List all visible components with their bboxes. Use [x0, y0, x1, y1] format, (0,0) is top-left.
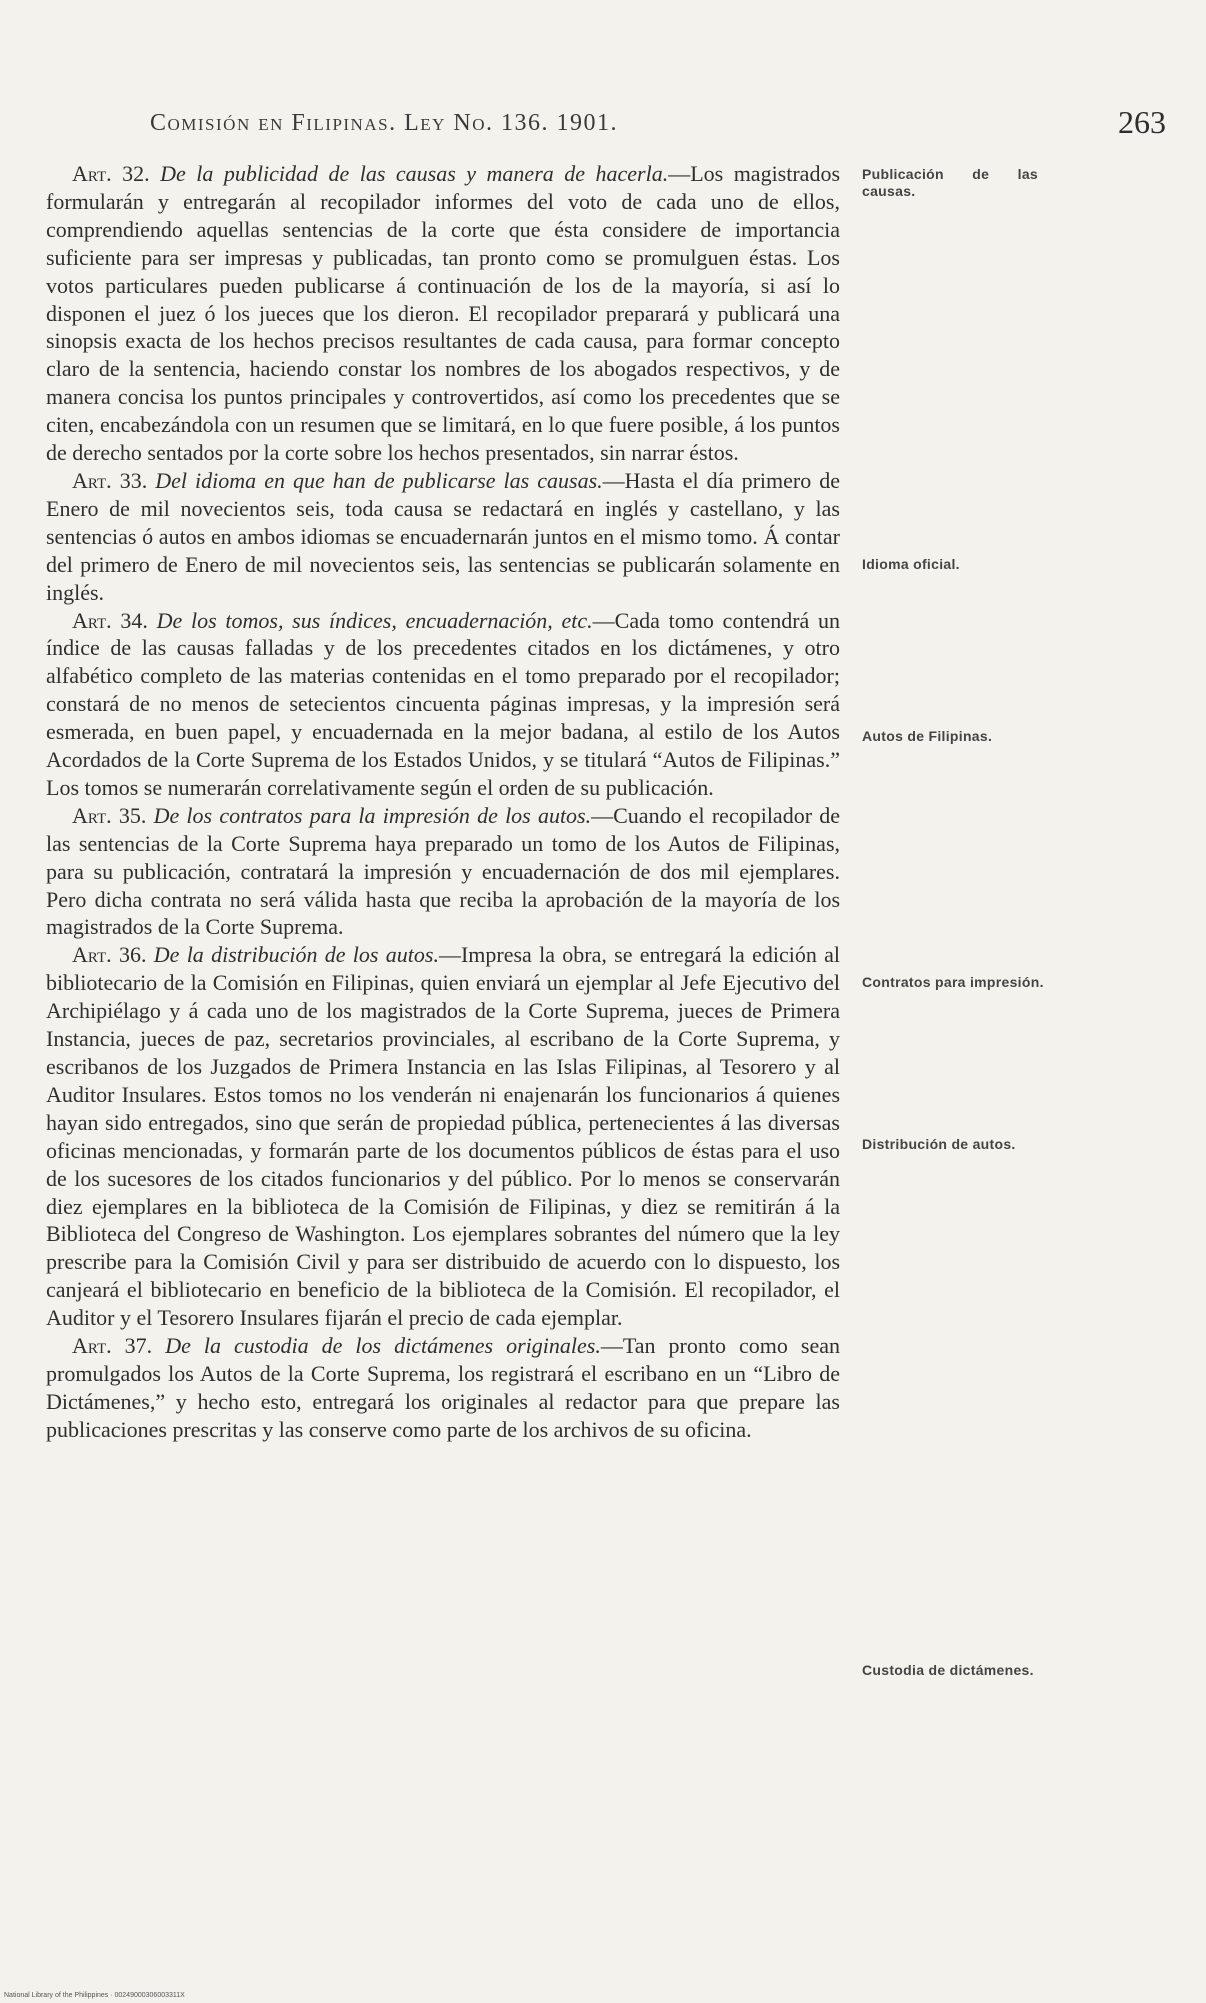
- article-text: —Hasta el día primero de Enero de mil novecientos seis, toda causa se redactará en inglés y castellano, y las sentencias ó autos en ambos idiomas se encuadernarán juntos en el mismo tomo. Á contar del primero de Enero de mil novecientos seis, las sentencias se publicarán solamente en inglés.: [46, 467, 841, 605]
- article-number: Art. 32.: [72, 161, 150, 186]
- article-text: —Tan pronto como sean promulgados los Autos de la Corte Suprema, los registrará el escribano en un “Libro de Dictámenes,” y hecho esto, entregará los originales al redactor para que prepare las publicaciones prescritas y las conserve como parte de los archivos de su oficina.: [46, 1333, 841, 1442]
- article-34: [46, 607, 840, 802]
- article-number: Art. 35.: [72, 802, 147, 828]
- page-number: 263: [1118, 104, 1166, 140]
- article-text: —Los magistrados formularán y entregarán al recopilador informes del voto de cada uno de ellos, comprendiendo aquellas sentencias de la corte que ésta considere de importancia suficiente para ser impresas y publicadas, tan pronto como se promulguen éstas. Los votos particulares pueden publicarse á continuación de los de la mayoría, si así lo disponen el juez ó los jueces que los dieron. El recopilador preparará y publicará una sinopsis exacta de los hechos precisos resultantes de cada causa, para formar concepto claro de la sentencia, haciendo constar los nombres de los abogados respectivos, y de manera concisa los puntos principales y controvertidos, así como los precedentes que se citen, encabezándola con un resumen que se limitará, en lo que fuere posible, á los puntos de derecho sentados por la corte sobre los hechos presentados, sin narrar éstos.: [46, 161, 841, 466]
- article-title: De los contratos para la impresión de los autos.: [153, 802, 592, 828]
- margin-note-contratos: Contratos para impresión.: [862, 974, 1044, 990]
- margin-note-idioma: Idioma oficial.: [862, 556, 960, 572]
- running-title: Comisión en Filipinas. Ley No. 136. 1901.: [150, 110, 619, 136]
- article-number: Art. 34.: [72, 607, 148, 633]
- margin-note-custodia: Custodia de dictámenes.: [862, 1662, 1034, 1678]
- main-text: [46, 160, 840, 1444]
- article-33: [46, 467, 840, 607]
- article-37: [46, 1332, 840, 1444]
- article-title: De la custodia de los dictámenes originales.: [165, 1333, 601, 1359]
- article-35: [46, 802, 840, 942]
- article-number: Art. 36.: [72, 942, 147, 968]
- article-32: [46, 160, 840, 467]
- article-number: Art. 37.: [72, 1333, 153, 1359]
- margin-note-autos: Autos de Filipinas.: [862, 728, 993, 744]
- article-36: [46, 941, 840, 1332]
- article-title: De los tomos, sus índices, encuadernación, etc.: [156, 607, 593, 633]
- article-title: Del idioma en que han de publicarse las causas.: [155, 467, 603, 493]
- article-title: De la distribución de los autos.: [153, 942, 439, 968]
- page-header: [150, 104, 1166, 144]
- article-text: —Cuando el recopilador de las sentencias de la Corte Suprema haya preparado un tomo de los Autos de Filipinas, para su publicación, contratará la impresión y encuadernación de dos mil ejemplares. Pero dicha contrata no será válida hasta que reciba la aprobación de la mayoría de los magistrados de la Corte Suprema.: [46, 802, 840, 940]
- margin-note-distribucion: Distribución de autos.: [862, 1136, 1016, 1152]
- article-title: De la publicidad de las causas y manera de hacerla.: [160, 161, 669, 186]
- footer-credit: National Library of the Philippines · 00249000306003311X: [4, 1992, 185, 1999]
- article-text: —Cada tomo contendrá un índice de las causas falladas y de los precedentes citados en los dictámenes, y otro alfabético completo de las materias contenidas en el tomo preparado por el recopilador; constará de no menos de setecientos cincuenta páginas impresas, y la impresión será esmerada, en buen papel, y encuadernada en la mejor badana, al estilo de los Autos Acordados de la Corte Suprema de los Estados Unidos, y se titulará “Autos de Filipinas.” Los tomos se numerarán correlativamente según el orden de su publicación.: [46, 607, 841, 800]
- article-text: —Impresa la obra, se entregará la edición al bibliotecario de la Comisión en Filipinas, quien enviará un ejemplar al Jefe Ejecutivo del Archipiélago y á cada uno de los magistrados de la Corte Suprema, jueces de Primera Instancia, jueces de paz, secretarios provinciales, al escribano de la Corte Suprema, y escribanos de los Juzgados de Primera Instancia en las Islas Filipinas, al Tesorero y al Auditor Insulares. Estos tomos no los venderán ni enajenarán los funcionarios á quienes hayan sido entregados, sino que serán de propiedad pública, pertenecientes á las diversas oficinas mencionadas, y formarán parte de los documentos públicos de éstas para el uso de los sucesores de los citados funcionarios y del público. Por lo menos se conservarán diez ejemplares en la biblioteca de la Comisión de Filipinas, y diez se remitirán á la Biblioteca del Congreso de Washington. Los ejemplares sobrantes del número que la ley prescribe para la Comisión Civil y para ser distribuido de acuerdo con lo dispuesto, los canjeará el bibliotecario en beneficio de la biblioteca de la Comisión. El recopilador, el Auditor y el Tesorero Insulares fijarán el precio de cada ejemplar.: [46, 942, 841, 1331]
- article-number: Art. 33.: [72, 467, 148, 493]
- margin-note-publicacion: Publicación de las causas.: [862, 166, 1038, 199]
